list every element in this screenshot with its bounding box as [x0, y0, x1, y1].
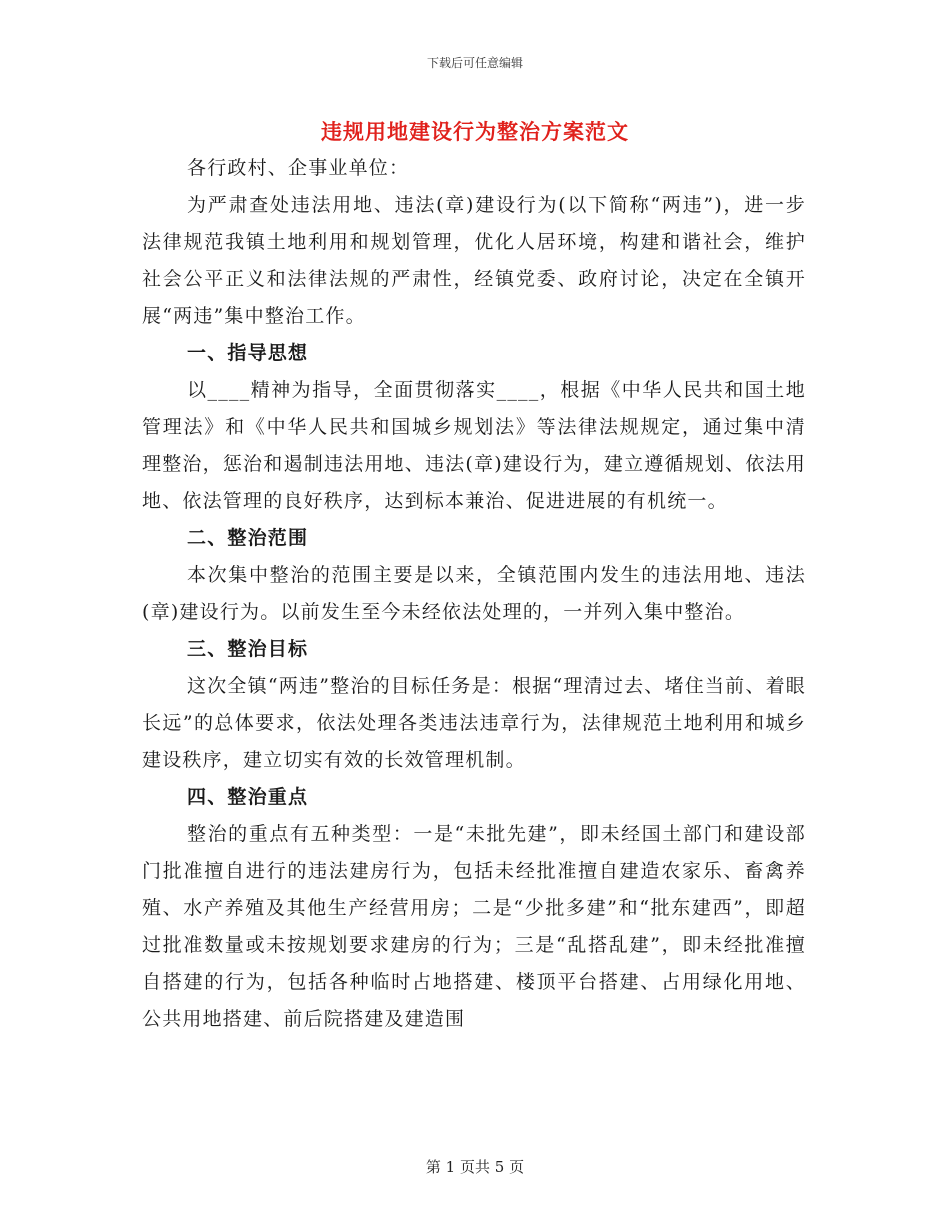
goals-paragraph: 这次全镇“两违”整治的目标任务是：根据“理清过去、堵住当前、着眼长远”的总体要求，依法处理各类违法违章行为，法律规范土地利用和城乡建设秩序，建立切实有效的长效管理机制。 — [142, 675, 806, 771]
page-number-footer: 第 1 页共 5 页 — [425, 1158, 525, 1176]
key-points-paragraph: 整治的重点有五种类型：一是“未批先建”，即未经国土部门和建设部门批准擅自进行的违法建房行为，包括未经批准擅自建造农家乐、畜禽养殖、水产养殖及其他生产经营用房；二是“少批多建”和“批东建西”，即超过批准数量或未按规划要求建房的行为；三是“乱搭乱建”，即未经批准擅自搭建的行为，包括各种临时占地搭建、楼顶平台搭建、占用绿化用地、公共用地搭建、前后院搭建及建造围 — [142, 823, 806, 1030]
scope-paragraph: 本次集中整治的范围主要是以来，全镇范围内发生的违法用地、违法(章)建设行为。以前发生至今未经依法处理的，一并列入集中整治。 — [142, 564, 806, 623]
document-body — [142, 150, 806, 1038]
salutation-paragraph: 各行政村、企事业单位： — [187, 157, 410, 179]
page-header-note: 下载后可任意编辑 — [426, 56, 523, 70]
section-heading-guiding-ideology: 一、指导思想 — [187, 342, 309, 364]
section-heading-key-points: 四、整治重点 — [187, 786, 309, 808]
guiding-ideology-paragraph: 以____精神为指导，全面贯彻落实____，根据《中华人民共和国土地管理法》和《中华人民共和国城乡规划法》等法律法规规定，通过集中清理整治，惩治和遏制违法用地、违法(章)建设行为，建立遵循规划、依法用地、依法管理的良好秩序，达到标本兼治、促进进展的有机统一。 — [142, 379, 806, 512]
intro-paragraph: 为严肃查处违法用地、违法(章)建设行为(以下简称“两违”)，进一步法律规范我镇土地利用和规划管理，优化人居环境，构建和谐社会，维护社会公平正义和法律法规的严肃性，经镇党委、政府讨论，决定在全镇开展“两违”集中整治工作。 — [142, 194, 806, 327]
document-title: 违规用地建设行为整治方案范文 — [321, 119, 629, 144]
section-heading-scope: 二、整治范围 — [187, 527, 309, 549]
section-heading-goals: 三、整治目标 — [187, 638, 309, 660]
